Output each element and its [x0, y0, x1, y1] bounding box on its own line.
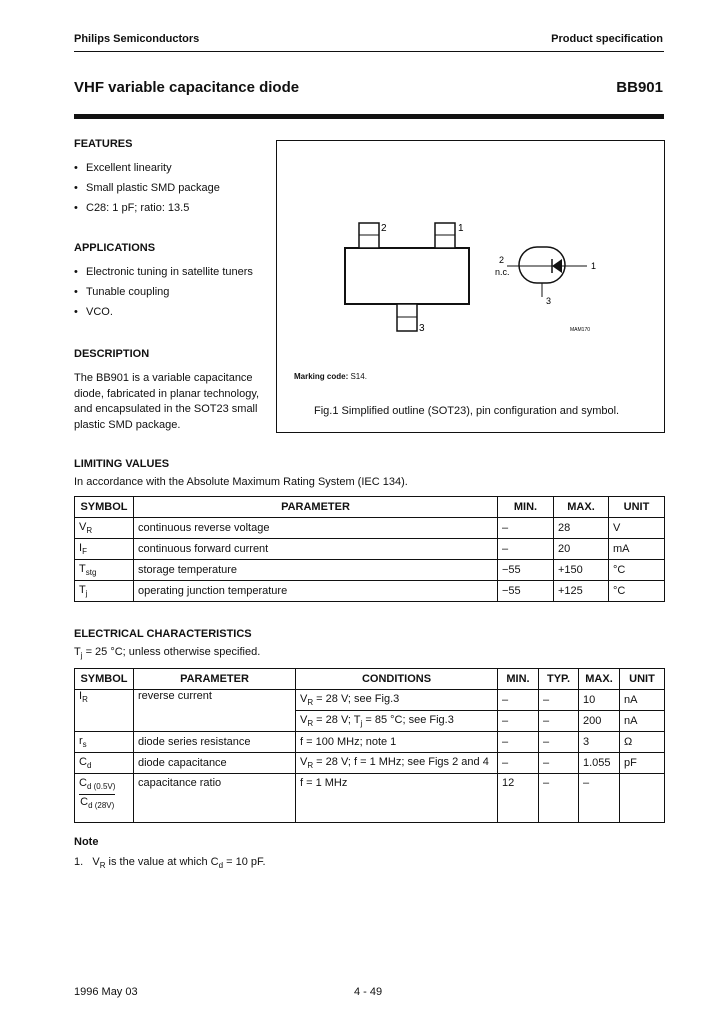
document-type: Product specification: [551, 33, 663, 45]
header-cell: MAX.: [554, 497, 609, 518]
table-row: [75, 753, 665, 774]
limiting-values-subtitle: In accordance with the Absolute Maximum Rating System (IEC 134).: [74, 476, 408, 488]
header-cell: SYMBOL: [75, 497, 134, 518]
note-item: 1. $V_R$ is the value at which $C_d = 10$ pF.: [74, 856, 266, 871]
typ-cell: –: [539, 732, 579, 753]
min-cell: −55: [498, 560, 554, 581]
symbol-cell: $T_{stg}$: [75, 560, 134, 581]
features-list: [74, 158, 220, 218]
parameter-cell: continuous forward current: [134, 539, 498, 560]
parameter-cell: reverse current: [134, 690, 296, 732]
symbol-pin-2-label: 2: [499, 255, 505, 265]
pin-2-label: 2: [381, 223, 387, 234]
symbol-cell: $V_R$: [75, 518, 134, 539]
max-cell: 200: [579, 711, 620, 732]
parameter-cell: continuous reverse voltage: [134, 518, 498, 539]
parameter-cell: capacitance ratio: [134, 774, 296, 823]
limiting-values-heading: LIMITING VALUES: [74, 458, 170, 470]
electrical-heading: ELECTRICAL CHARACTERISTICS: [74, 628, 252, 640]
parameter-cell: diode capacitance: [134, 753, 296, 774]
unit-cell: nA: [620, 690, 665, 711]
sot23-outline-diagram: [277, 141, 664, 432]
symbol-cell: [75, 774, 134, 823]
header-cell: MIN.: [498, 497, 554, 518]
conditions-cell: f = 1 MHz: [296, 774, 498, 823]
header-cell: SYMBOL: [75, 669, 134, 690]
electrical-subtitle: $T_j = 25$ °C; unless otherwise specified.: [74, 646, 261, 661]
footer-date: 1996 May 03: [74, 986, 138, 998]
unit-cell: V: [609, 518, 665, 539]
parameter-cell: storage temperature: [134, 560, 498, 581]
header-cell: MAX.: [579, 669, 620, 690]
typ-cell: –: [539, 774, 579, 823]
unit-cell: Ω: [620, 732, 665, 753]
header-rule: [74, 51, 664, 52]
note-heading: Note: [74, 836, 99, 848]
conditions-cell: $V_R = 28$ V; see Fig.3: [296, 690, 498, 711]
symbol-cell: $C_d$: [75, 753, 134, 774]
max-cell: –: [579, 774, 620, 823]
list-item: • C28: 1 pF; ratio: 13.5: [74, 198, 220, 218]
conditions-cell: f = 100 MHz; note 1: [296, 732, 498, 753]
unit-cell: [620, 774, 665, 823]
fraction-numerator: $C_{d (0.5V)}$: [79, 776, 115, 795]
table-row: [75, 732, 665, 753]
typ-cell: –: [539, 753, 579, 774]
max-cell: 1.055: [579, 753, 620, 774]
min-cell: –: [498, 690, 539, 711]
page-title: VHF variable capacitance diode: [74, 79, 300, 96]
min-cell: –: [498, 539, 554, 560]
typ-cell: –: [539, 711, 579, 732]
symbol-nc-label: n.c.: [495, 267, 510, 277]
pin-1-label: 1: [458, 223, 464, 234]
header-cell: UNIT: [609, 497, 665, 518]
description-text: The BB901 is a variable capacitance diode, fabricated in planar technology, and encapsulated in the SOT23 small plastic SMD package.: [74, 372, 260, 431]
table-header-row: [75, 669, 665, 690]
marking-code-value: S14.: [350, 372, 367, 381]
features-heading: FEATURES: [74, 138, 133, 150]
max-cell: +150: [554, 560, 609, 581]
header-cell: CONDITIONS: [296, 669, 498, 690]
part-number: BB901: [616, 79, 663, 96]
figure-code: MAM170: [570, 327, 591, 333]
pin-3-label: 3: [419, 323, 425, 334]
unit-cell: pF: [620, 753, 665, 774]
min-cell: –: [498, 753, 539, 774]
header-cell: UNIT: [620, 669, 665, 690]
parameter-cell: operating junction temperature: [134, 581, 498, 602]
unit-cell: nA: [620, 711, 665, 732]
symbol-cell: $I_F$: [75, 539, 134, 560]
electrical-characteristics-table: [74, 668, 665, 823]
table-row: [75, 539, 665, 560]
unit-cell: °C: [609, 560, 665, 581]
table-row: [75, 518, 665, 539]
figure-caption: Fig.1 Simplified outline (SOT23), pin configuration and symbol.: [314, 405, 620, 417]
list-item: • Electronic tuning in satellite tuners: [74, 262, 253, 282]
header-cell: PARAMETER: [134, 497, 498, 518]
conditions-cell: $V_R = 28$ V; f = 1 MHz; see Figs 2 and 4: [296, 753, 498, 774]
min-cell: 12: [498, 774, 539, 823]
unit-cell: mA: [609, 539, 665, 560]
symbol-cell: $T_j$: [75, 581, 134, 602]
table-header-row: [75, 497, 665, 518]
package-body: [345, 248, 469, 304]
min-cell: –: [498, 732, 539, 753]
title-rule: [74, 114, 664, 119]
max-cell: +125: [554, 581, 609, 602]
min-cell: –: [498, 518, 554, 539]
max-cell: 28: [554, 518, 609, 539]
table-row: [75, 690, 665, 711]
marking-code: [294, 372, 367, 381]
list-item: • Tunable coupling: [74, 282, 253, 302]
description-heading: DESCRIPTION: [74, 348, 150, 360]
symbol-pin-1-label: 1: [591, 261, 597, 271]
applications-heading: APPLICATIONS: [74, 242, 156, 254]
company-name: Philips Semiconductors: [74, 33, 200, 45]
fraction-denominator: $C_{d (28V)}$: [80, 796, 115, 811]
list-item: • Small plastic SMD package: [74, 178, 220, 198]
conditions-cell: $V_R = 28$ V; $T_j = 85$ °C; see Fig.3: [296, 711, 498, 732]
footer-page-number: 4 - 49: [354, 986, 383, 998]
table-row: [75, 774, 665, 823]
parameter-cell: diode series resistance: [134, 732, 296, 753]
figure-box: [276, 140, 665, 433]
max-cell: 3: [579, 732, 620, 753]
symbol-cell: $I_R$: [75, 690, 134, 732]
list-item: • Excellent linearity: [74, 158, 220, 178]
header-cell: TYP.: [539, 669, 579, 690]
min-cell: −55: [498, 581, 554, 602]
applications-list: [74, 262, 253, 322]
symbol-cell: $r_s$: [75, 732, 134, 753]
min-cell: –: [498, 711, 539, 732]
table-row: [75, 560, 665, 581]
limiting-values-table: [74, 496, 665, 602]
table-row: [75, 581, 665, 602]
marking-code-label: Marking code:: [294, 372, 349, 381]
list-item: • VCO.: [74, 302, 253, 322]
unit-cell: °C: [609, 581, 665, 602]
max-cell: 10: [579, 690, 620, 711]
symbol-pin-3-label: 3: [546, 296, 552, 306]
header-cell: MIN.: [498, 669, 539, 690]
header-cell: PARAMETER: [134, 669, 296, 690]
capacitance-ratio-fraction: [79, 776, 115, 813]
max-cell: 20: [554, 539, 609, 560]
typ-cell: –: [539, 690, 579, 711]
